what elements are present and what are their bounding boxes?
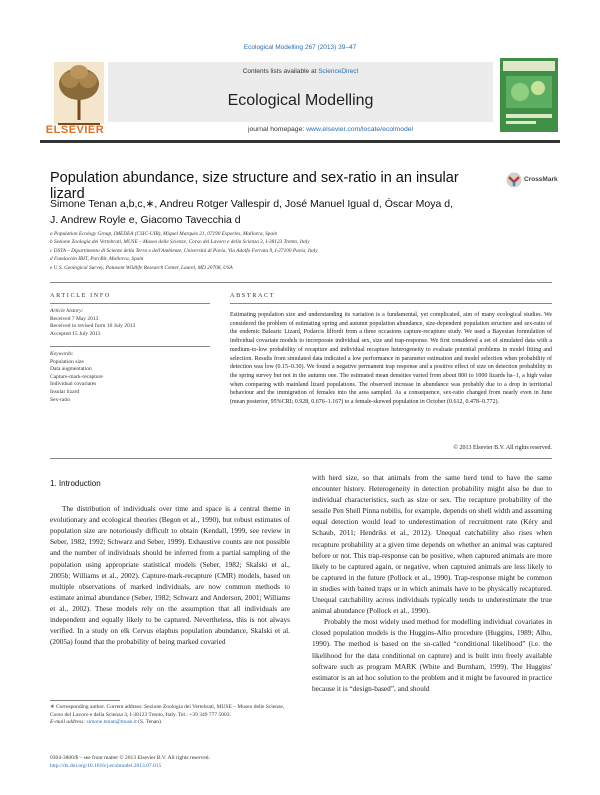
affiliations [50,230,530,272]
history-item: Accepted 15 July 2013 [50,330,101,337]
paragraph: with herd size, so that animals from the same herd tend to have the same encounter history. Heterogeneity in detection probability might also be due to individual characteristics, such as size or sex. The recapture probability of the sessile Pen Shell Pinna nobilis, for example, depends on shell width and assuming equal detection would lead to underestimation of recruitment rate (Kéry and Schaub, 2011; Hendriks et al., 2012). Unequal catchability also rises when recapture probability at a given time depends on whether an animal was captured before or not. This trap-response can be positive, when captured animals are more likely to be captured again, or negative, when captured animals are less likely to be captured in the future (Pollock et al., 1990). Trap-response might be common in studies with baited traps or in which animals have to be physically recaptured. Unequal catchability across individuals typically tends to underestimate the true animal abundance (Pollock et al., 1990). [312,473,552,616]
crossmark-badge[interactable] [506,172,558,188]
article-info-heading: ARTICLE INFO [50,292,111,299]
header-rule [40,140,560,143]
affiliation-item: b Sezione Zoologia dei Vertebrati, MUSE – Museo delle Scienze, Corso del Lavoro e della Scienza 3, I-38123 Trento, Italy [50,239,310,246]
email-label: E-mail address: [50,719,87,726]
affiliations-rule [50,282,552,283]
section-heading: 1. Introduction [50,479,101,488]
body-column-right [312,472,552,788]
keyword-item: Capture-mark-recapture [50,373,103,380]
history-label: Article history: [50,308,84,314]
contents-prefix: Contents lists available at [242,68,319,75]
publisher-name: ELSEVIER [45,124,105,136]
homepage-link[interactable]: www.elsevier.com/locate/ecolmodel [306,126,414,133]
affiliation-item: a Population Ecology Group, IMEDEA (CSIC-UIB), Miquel Marquès 21, 07190 Esporles, Mallorca, Spain [50,231,278,237]
journal-cover-image [500,58,558,132]
article-history [50,308,180,338]
authors-line-1: Simone Tenan a,b,c,∗, Andreu Rotger Vallespir d, José Manuel Igual d, Óscar Moya d, [50,198,453,210]
email-line [50,719,290,727]
keyword-item: Individual covariates [50,381,97,388]
footnote-rule [50,700,120,701]
keyword-item: Insular lizard [50,388,80,395]
email-suffix: (S. Tenan). [136,719,163,726]
footnotes [50,704,290,727]
keyword-item: Population size [50,358,84,365]
corresponding-author-note: ∗ Corresponding author. Current address: Sezione Zoologia dei Vertebrati, MUSE – Museo delle Scienze, Corso del Lavoro e della Scienza 3, I-38123 Trento, Italy. Tel.: +39 349 777 5003. [50,704,285,718]
abstract-copyright: © 2013 Elsevier B.V. All rights reserved. [453,445,552,451]
publication-info [50,755,290,770]
journal-title: Ecological Modelling [227,92,374,109]
sciencedirect-link[interactable]: ScienceDirect [318,68,359,75]
article-info-rule [50,303,210,304]
affiliation-item: c DSTA – Dipartimento di Scienze della Terra e dell'Ambiente, Università di Pavia, Via Adolfo Ferrata 9, I-27100 Pavia, Italy [50,247,318,254]
affiliation-item: e U.S. Geological Survey, Patuxent Wildlife Research Center, Laurel, MD 20708, USA [50,264,233,271]
journal-homepage [108,126,553,133]
journal-citation[interactable]: Ecological Modelling 267 (2013) 39–47 [243,44,357,51]
author-list [50,196,530,228]
article-title: Population abundance, size structure and sex-ratio in an insular lizard [50,170,459,202]
history-rule [50,346,210,347]
abstract-bottom-rule [50,458,552,459]
keywords-label: Keywords: [50,351,74,357]
crossmark-icon [506,172,522,188]
keyword-item: Data augmentation [50,366,92,373]
homepage-prefix: journal homepage: [247,126,307,133]
abstract-text: Estimating population size and understanding its variation is a fundamental, yet complicated, aim of many ecological studies. We considered the problem of estimating spring and autumn population abundance, size-dependent population structure and sex-ratio of the endemic Balearic Lizard, Podarcis lilfordi from a three occasions capture-recapture study. We used a Bayesian formulation of individual covariate models to incorporate individual sex, size and trap-response. We first considered a set of simulated data with a medium-to-low probability of recapture and individual recapture heterogeneity to evaluate potential problems in model fitting and selection. Results from simulated data indicated a low performance in parameter estimation and model selection when probability of detection was low (0.15–0.30). We found a negative permanent trap response and a positive effect of size on detection probability in the spring survey but not in the autumn one. The estimated mean densities varied from about 800 to 1000 lizards ha−1, a high value when comparing with mainland lizard populations. The observed increase in abundance was probably due to a drop in territorial behaviour and the immigration of females into the area sampled. As a consequence, sex-ratio changed from nearly even in June (mean posterior, 95%CRI; 0.928, 0.676–1.167) to a female-skewed population in October (0.612, 0.478–0.772). [230,312,552,406]
issn-line: 0304-3800/$ – see front matter © 2013 Elsevier B.V. All rights reserved. [50,755,210,761]
paragraph: The distribution of individuals over time and space is a central theme in evolutionary and ecological theories (Begon et al., 1990), but robust estimates of population size are notoriously difficult to obtain (Kendall, 1999, see review in Seber, 1982, 1992; Schwarz and Seber, 1999). Exhaustive counts are not possible and the number of individuals should be inferred from a partial sampling of the population using appropriate statistical models (Seber, 1982; Skalski et al., 2005b; Williams et al., 2002). Capture-mark-recapture (CMR) models, based on multiple observations of marked individuals, are now common methods to estimate animal abundance (Seber, 1982; Schwarz and Anderson, 2001; Williams et al., 2002). These models rely on the assumption that all individuals are independent and equally likely to be captured. Nevertheless, this is not always verified. In a study on elk Cervus elaphus population abundance, Skalski et al. (2005a) found that the probability of being marked covaried [50,504,290,647]
contents-line [108,68,493,75]
keyword-item: Sex-ratio [50,396,71,403]
history-item: Received in revised form 10 July 2013 [50,323,136,330]
history-item: Received 7 May 2013 [50,315,99,322]
crossmark-label: CrossMark [524,176,558,183]
email-link[interactable]: simone.tenan@muse.it [86,719,137,726]
doi-link[interactable]: http://dx.doi.org/10.1016/j.ecolmodel.2013.07.015 [50,762,162,769]
affiliation-item: d Fundación IBIT, ParcBit, Mallorca, Spain [50,256,144,263]
authors-line-2: J. Andrew Royle e, Giacomo Tavecchia d [50,214,241,226]
abstract-rule [230,303,552,304]
paragraph: Probably the most widely used method for modelling individual covariates in closed population models is the Huggins-Alho procedure (Huggins, 1989; Alho, 1990). The method is based on the so-called “conditional likelihood” (i.e. the likelihood for the data conditional on capture) and is built into freely available software such as program MARK (White and Burnham, 1999). The Huggins' estimator is an ad hoc solution to the problem and it might be favoured in practice because it is “design-based”, and should [312,617,552,693]
keywords [50,351,180,404]
abstract-heading: ABSTRACT [230,292,276,299]
